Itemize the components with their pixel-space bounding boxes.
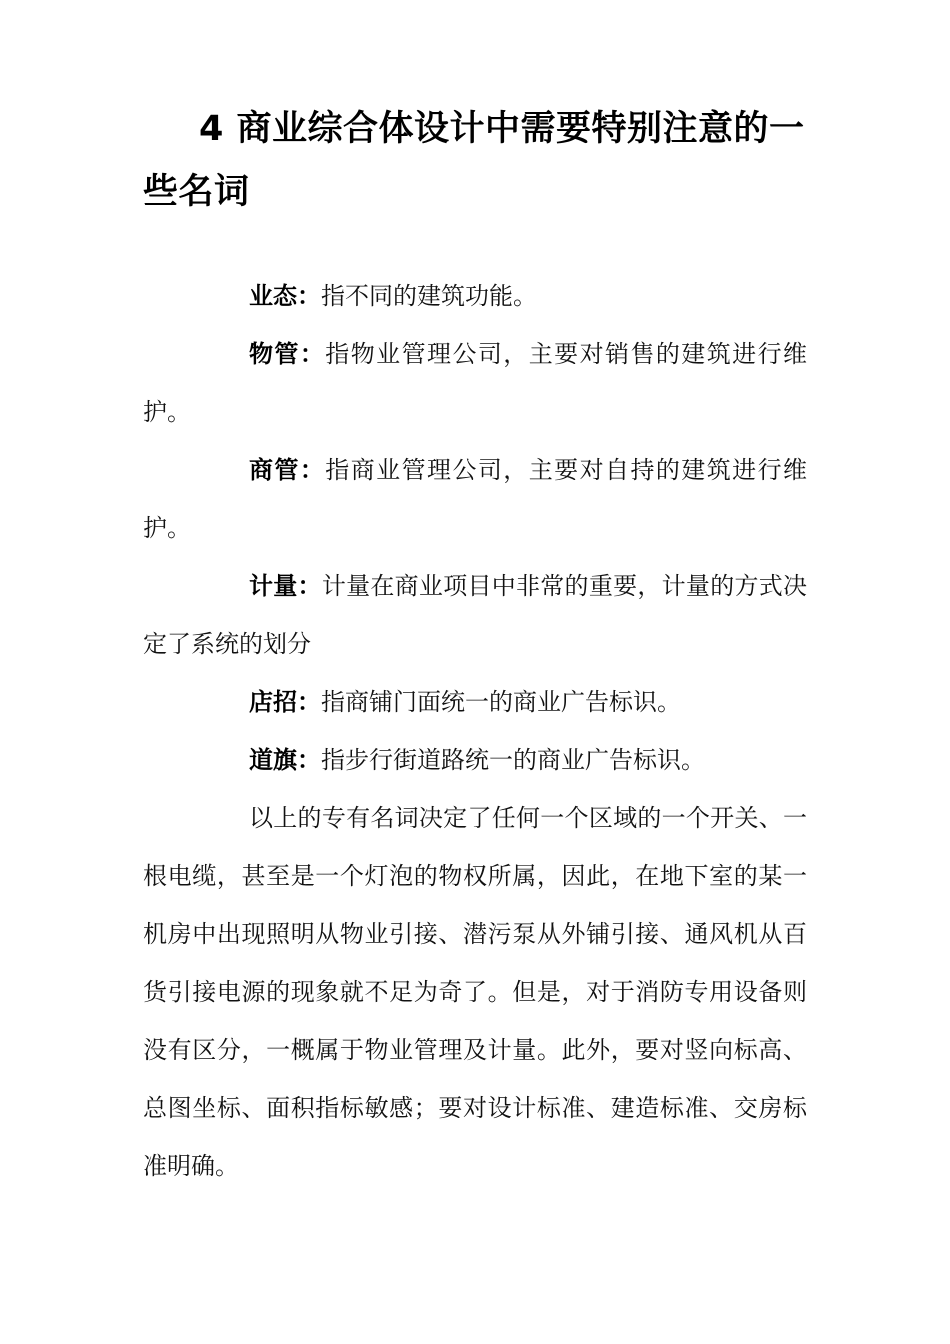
definition-paragraph xyxy=(143,731,807,789)
definition-text: 指步行街道路统一的商业广告标识。 xyxy=(321,746,705,774)
definition-term: 道旗： xyxy=(249,746,321,774)
definition-term: 商管： xyxy=(249,456,326,484)
definition-paragraph xyxy=(143,557,807,673)
definition-text: 指商业管理公司，主要对自持的建筑进行维护。 xyxy=(143,456,808,542)
definition-paragraph xyxy=(143,325,807,441)
definition-term: 业态： xyxy=(249,282,321,310)
summary-paragraph: 以上的专有名词决定了任何一个区域的一个开关、一根电缆，甚至是一个灯泡的物权所属，因此，在地下室的某一机房中出现照明从物业引接、潜污泵从外铺引接、通风机从百货引接电源的现象就不足为奇了。但是，对于消防专用设备则没有区分，一概属于物业管理及计量。此外，要对竖向标高、总图坐标、面积指标敏感；要对设计标准、建造标准、交房标准明确。 xyxy=(143,804,807,1180)
definition-paragraph xyxy=(143,267,807,325)
definition-paragraph xyxy=(143,673,807,731)
definition-term: 物管： xyxy=(249,340,326,368)
section-title: 4 商业综合体设计中需要特别注意的一些名词 xyxy=(143,109,805,212)
definition-text: 指不同的建筑功能。 xyxy=(321,282,537,310)
document-page xyxy=(143,98,807,1195)
definition-text: 计量在商业项目中非常的重要，计量的方式决定了系统的划分 xyxy=(143,572,808,658)
definition-term: 店招： xyxy=(249,688,321,716)
definition-term: 计量： xyxy=(249,572,322,600)
definition-text: 指商铺门面统一的商业广告标识。 xyxy=(321,688,681,716)
definition-paragraph xyxy=(143,441,807,557)
definition-text: 指物业管理公司，主要对销售的建筑进行维护。 xyxy=(143,340,808,426)
